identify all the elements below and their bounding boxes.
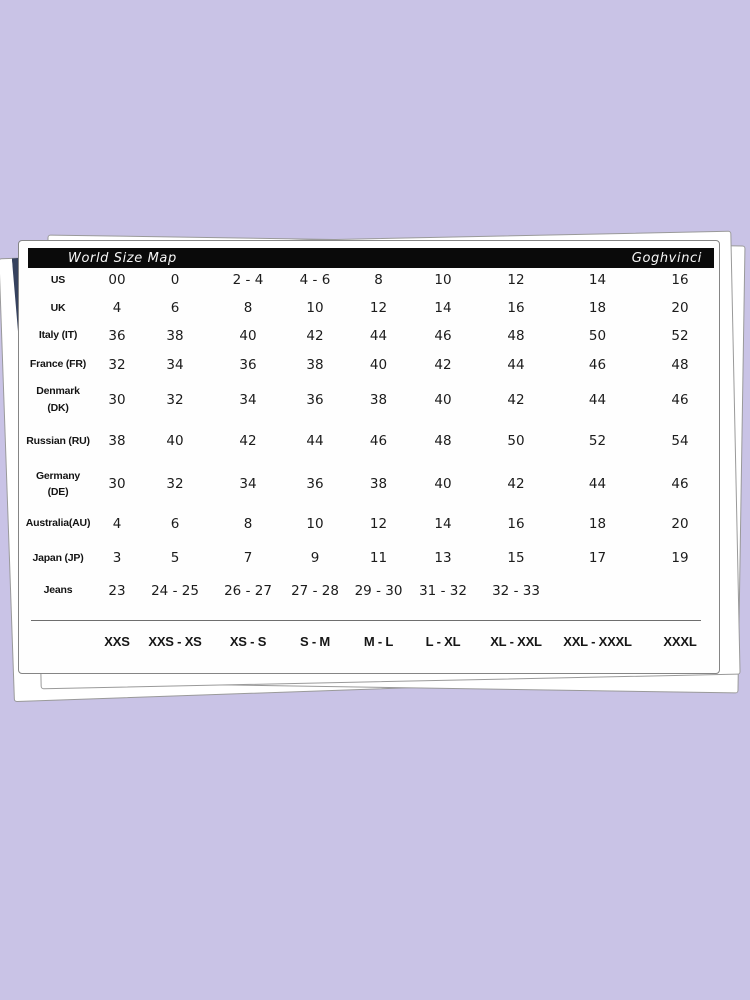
size-value-cell: 26 - 27 [224, 582, 272, 599]
size-value-cell: 12 [507, 272, 525, 288]
size-value-cell: 46 [588, 356, 607, 373]
size-table [19, 266, 721, 607]
size-value-cell: 6 [170, 300, 180, 316]
size-value-cell: 34 [239, 476, 257, 492]
size-value-cell: 32 [166, 476, 184, 492]
size-chart-card [18, 240, 720, 674]
size-value-cell: 10 [306, 515, 324, 532]
size-value-cell: 42 [507, 391, 525, 408]
size-value-cell: 23 [108, 582, 126, 599]
size-value-cell: 27 - 28 [291, 582, 339, 599]
size-value-cell: 38 [306, 356, 324, 373]
size-value-cell: 0 [170, 272, 180, 288]
size-value-cell: 3 [112, 550, 122, 566]
size-value-cell: 12 [369, 300, 388, 316]
size-value-cell: 32 - 33 [492, 582, 540, 599]
row-label: Italy (IT) [38, 329, 78, 342]
size-value-cell: 52 [671, 327, 689, 344]
size-value-cell: 34 [239, 391, 257, 408]
size-value-cell: 36 [306, 391, 324, 408]
size-value-cell: 52 [588, 433, 607, 449]
table-row [19, 463, 721, 505]
table-row [19, 542, 721, 574]
size-value-cell: 6 [170, 515, 180, 532]
size-value-cell: 8 [243, 515, 253, 532]
size-value-cell: 13 [434, 550, 452, 566]
size-group-label: S - M [299, 633, 331, 649]
size-value-cell: 30 [108, 391, 126, 408]
table-row [19, 322, 721, 349]
size-value-cell: 46 [434, 327, 452, 344]
size-value-cell: 32 [108, 356, 126, 373]
size-value-cell: 42 [306, 327, 324, 344]
size-value-cell: 11 [369, 550, 388, 566]
size-value-cell: 17 [588, 550, 607, 566]
table-row [19, 266, 721, 294]
size-value-cell: 18 [588, 515, 607, 532]
size-value-cell: 38 [108, 433, 126, 449]
size-value-cell: 10 [434, 272, 452, 288]
table-divider [31, 620, 701, 621]
size-value-cell: 40 [369, 356, 388, 373]
row-label: Japan (JP) [32, 551, 84, 564]
size-value-cell: 44 [306, 433, 324, 449]
size-value-cell: 4 [112, 515, 122, 532]
row-label: Russian (RU) [26, 434, 90, 447]
size-value-cell: 40 [239, 327, 257, 344]
size-value-cell: 24 - 25 [151, 582, 199, 599]
size-group-label: XL - XXL [490, 633, 542, 649]
header-bar [28, 248, 714, 268]
size-value-cell: 44 [507, 356, 525, 373]
size-value-cell: 30 [108, 476, 126, 492]
size-value-cell: 2 - 4 [232, 272, 264, 288]
size-value-cell: 42 [239, 433, 257, 449]
size-value-cell: 36 [306, 476, 324, 492]
size-value-cell: 50 [588, 327, 607, 344]
size-value-cell: 38 [166, 327, 184, 344]
row-label: UK [50, 301, 66, 314]
size-value-cell: 38 [369, 391, 388, 408]
size-value-cell: 19 [671, 550, 689, 566]
size-value-cell: 14 [434, 515, 452, 532]
size-value-cell: 8 [243, 300, 253, 316]
size-value-cell: 31 - 32 [419, 582, 467, 599]
size-group-label: XS - S [229, 633, 267, 649]
size-value-cell: 16 [507, 515, 525, 532]
table-row [19, 294, 721, 322]
size-value-cell: 16 [671, 272, 689, 288]
row-label: Jeans [43, 584, 73, 597]
size-value-cell: 48 [671, 356, 689, 373]
size-value-cell: 46 [671, 391, 689, 408]
size-value-cell: 38 [369, 476, 388, 492]
size-value-cell: 10 [306, 300, 324, 316]
size-value-cell: 42 [507, 476, 525, 492]
size-value-cell: 44 [369, 327, 388, 344]
size-value-cell: 15 [507, 550, 525, 566]
size-group-label: XXS - XS [148, 633, 202, 649]
size-value-cell: 54 [671, 433, 689, 449]
size-group-label: L - XL [425, 633, 461, 649]
row-label: Australia(AU) [25, 517, 91, 530]
size-value-cell: 48 [507, 327, 525, 344]
size-value-cell: 42 [434, 356, 452, 373]
table-row [19, 505, 721, 542]
size-group-label: XXS [104, 633, 130, 649]
size-value-cell: 14 [588, 272, 607, 288]
table-row [19, 419, 721, 463]
size-value-cell: 40 [434, 391, 452, 408]
size-value-cell: 29 - 30 [354, 582, 403, 599]
size-value-cell: 00 [108, 272, 126, 288]
size-group-label: XXL - XXXL [563, 633, 632, 649]
size-value-cell: 7 [243, 550, 253, 566]
size-value-cell: 20 [671, 300, 689, 316]
row-label: France (FR) [29, 358, 87, 371]
size-value-cell: 4 [112, 300, 122, 316]
size-value-cell: 16 [507, 300, 525, 316]
table-row [19, 380, 721, 419]
size-value-cell: 36 [239, 356, 257, 373]
size-group-row [19, 622, 721, 660]
size-group-label: XXXL [663, 633, 697, 649]
brand-name: Goghvinci [631, 250, 702, 266]
size-value-cell: 32 [166, 391, 184, 408]
row-label: Germany (DE) [35, 469, 81, 498]
size-value-cell: 5 [170, 550, 180, 566]
size-value-cell: 44 [588, 391, 607, 408]
size-value-cell: 9 [310, 550, 320, 566]
row-label: Denmark (DK) [36, 385, 80, 414]
size-value-cell: 12 [369, 515, 388, 532]
size-group-label: M - L [363, 633, 394, 649]
size-value-cell: 14 [434, 300, 452, 316]
table-row [19, 574, 721, 607]
size-value-cell: 50 [507, 433, 525, 449]
size-value-cell: 4 - 6 [299, 272, 331, 288]
page-title: World Size Map [68, 250, 177, 266]
table-row [19, 349, 721, 380]
size-value-cell: 18 [588, 300, 607, 316]
size-value-cell: 40 [166, 433, 184, 449]
size-value-cell: 48 [434, 433, 452, 449]
size-value-cell: 44 [588, 476, 607, 492]
size-value-cell: 8 [374, 272, 383, 288]
row-label: US [50, 273, 66, 286]
size-value-cell: 40 [434, 476, 452, 492]
size-value-cell: 20 [671, 515, 689, 532]
size-value-cell: 36 [108, 327, 126, 344]
size-value-cell: 46 [671, 476, 689, 492]
size-value-cell: 46 [369, 433, 388, 449]
size-value-cell: 34 [166, 356, 184, 373]
